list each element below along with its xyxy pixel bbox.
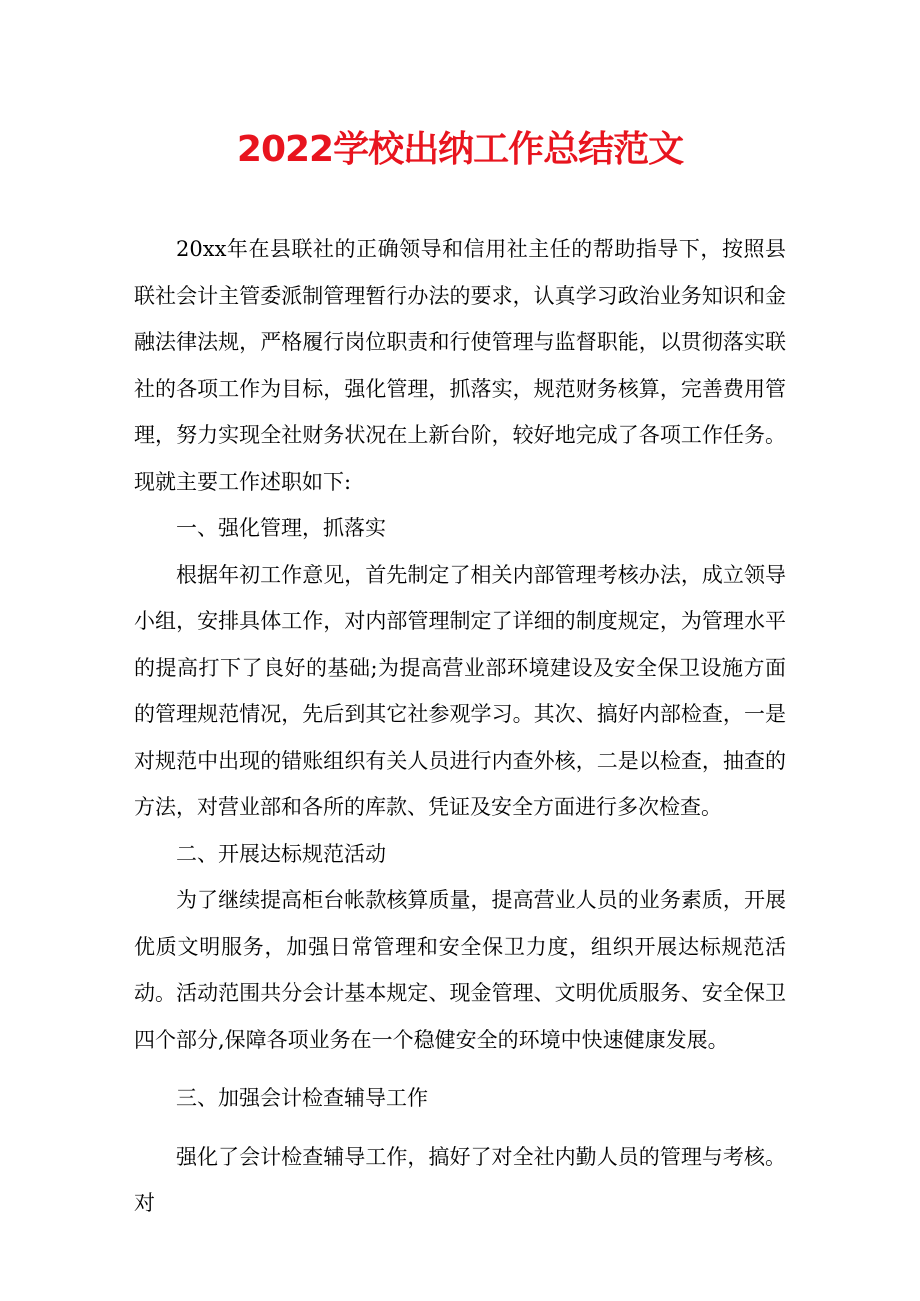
document-body [134,226,786,1227]
section-paragraph-3: 强化了会计检查辅导工作，搞好了对全社内勤人员的管理与考核。对 [134,1144,786,1215]
section-heading-1: 一、强化管理，抓落实 [176,516,386,540]
section-paragraph-1: 根据年初工作意见，首先制定了相关内部管理考核办法，成立领导小组，安排具体工作，对内部管理制定了详细的制度规定，为管理水平的提高打下了良好的基础;为提高营业部环境建设及安全保卫设施方面的管理规范情况，先后到其它社参观学习。其次、搞好内部检查，一是对规范中出现的错账组织有关人员进行内查外核，二是以检查，抽查的方法，对营业部和各所的库款、凭证及安全方面进行多次检查。 [134,562,786,819]
section-heading-3: 三、加强会计检查辅导工作 [176,1086,428,1110]
section-heading-2: 二、开展达标规范活动 [176,841,386,866]
intro-paragraph: 20xx年在县联社的正确领导和信用社主任的帮助指导下，按照县联社会计主管委派制管理暂行办法的要求，认真学习政治业务知识和金融法律法规，严格履行岗位职责和行使管理与监督职能，以贯彻落实联社的各项工作为目标，强化管理，抓落实，规范财务核算，完善费用管理，努力实现全社财务状况在上新台阶，较好地完成了各项工作任务。现就主要工作述职如下: [134,237,786,494]
document-title: 2022学校出纳工作总结范文 [236,129,684,170]
section-paragraph-2: 为了继续提高柜台帐款核算质量，提高营业人员的业务素质，开展优质文明服务，加强日常管理和安全保卫力度，组织开展达标规范活动。活动范围共分会计基本规定、现金管理、文明优质服务、安全保卫四个部分,保障各项业务在一个稳健安全的环境中快速健康发展。 [134,888,786,1052]
